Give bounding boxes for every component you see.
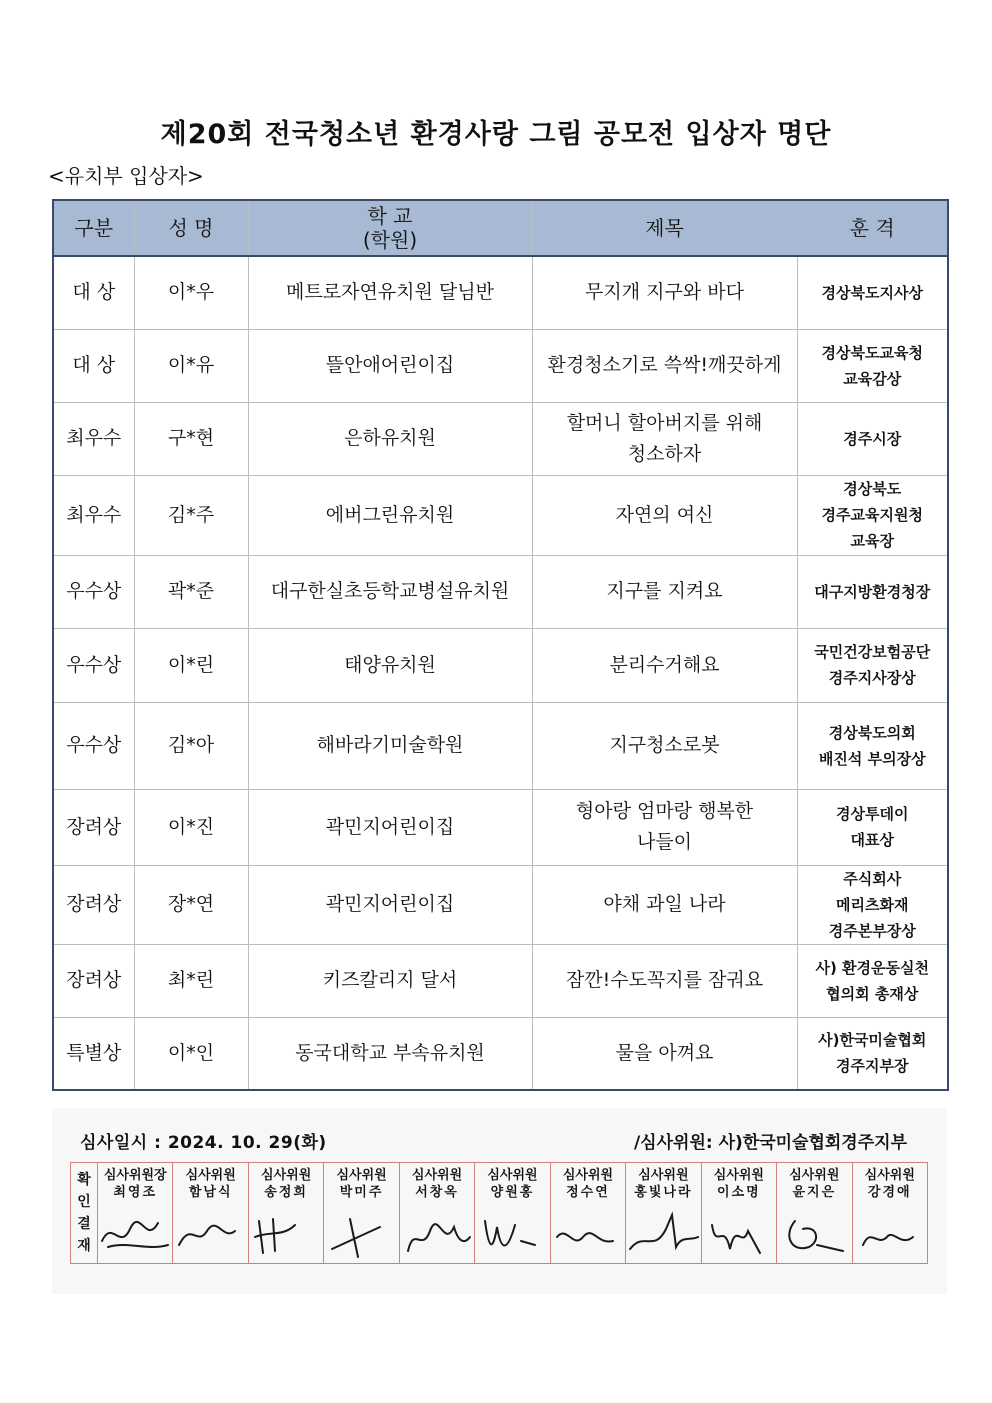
cell-category: 우수상 (53, 628, 134, 702)
page-title: 제20회 전국청소년 환경사랑 그림 공모전 입상자 명단 (160, 119, 832, 150)
cell-school: 에버그린유치원 (248, 475, 532, 555)
header-school-line2: (학원) (362, 228, 418, 252)
table-row (53, 789, 948, 865)
judge-name: 최영조 (113, 1185, 158, 1200)
cell-honor: 경상북도의회 배진석 부의장상 (797, 702, 948, 789)
judge-role: 심사위원 (261, 1168, 312, 1183)
cell-name: 최*린 (134, 944, 248, 1017)
cell-name: 이*진 (134, 789, 248, 865)
judge-name: 이소명 (717, 1185, 761, 1200)
cell-honor: 대구지방환경청장 (797, 555, 948, 628)
signature (400, 1201, 474, 1263)
cell-honor: 경주시장 (797, 402, 948, 475)
cell-name: 이*유 (134, 329, 248, 402)
signature (777, 1201, 851, 1263)
cell-category: 대 상 (53, 329, 134, 402)
signature (98, 1201, 172, 1263)
judge-name: 박미주 (339, 1185, 384, 1200)
header-category: 구분 (53, 200, 134, 256)
table-row (53, 402, 948, 475)
judge-role: 심사위원 (411, 1168, 463, 1183)
judge-name: 홍빛나라 (634, 1185, 693, 1200)
cell-name: 장*연 (134, 865, 248, 944)
cell-honor: 경상북도지사상 (797, 256, 948, 329)
cell-work-title: 할머니 할아버지를 위해 청소하자 (532, 402, 797, 475)
section-subtitle: <유치부 입상자> (48, 164, 204, 188)
judge-role: 심사위원 (185, 1168, 236, 1183)
judges-organization: /심사위원: 사)한국미술협회경주지부 (633, 1133, 907, 1153)
table-row (53, 256, 948, 329)
cell-school: 대구한실초등학교병설유치원 (248, 555, 532, 628)
cell-school: 곽민지어린이집 (248, 789, 532, 865)
header-work-title: 제목 (532, 200, 797, 256)
judge-column (550, 1163, 625, 1264)
cell-school: 동국대학교 부속유치원 (248, 1017, 532, 1090)
cell-category: 최우수 (53, 402, 134, 475)
judge-role: 심사위원 (336, 1168, 387, 1183)
cell-category: 장려상 (53, 865, 134, 944)
judge-name: 함남식 (188, 1185, 233, 1200)
cell-work-title: 분리수거해요 (532, 628, 797, 702)
cell-name: 김*주 (134, 475, 248, 555)
signature (324, 1201, 398, 1263)
cell-work-title: 무지개 지구와 바다 (532, 256, 797, 329)
cell-name: 곽*준 (134, 555, 248, 628)
judge-signature-table (70, 1162, 928, 1264)
judge-column (701, 1163, 776, 1264)
judge-name: 정수연 (566, 1185, 610, 1200)
judge-name: 서창옥 (415, 1185, 459, 1200)
table-row (53, 944, 948, 1017)
table-row (53, 555, 948, 628)
cell-name: 구*현 (134, 402, 248, 475)
cell-category: 우수상 (53, 702, 134, 789)
signature (626, 1201, 700, 1263)
cell-work-title: 지구를 지켜요 (532, 555, 797, 628)
header-school-line1: 학 교 (367, 204, 413, 228)
confirm-label: 확 인 결 재 (71, 1163, 98, 1264)
cell-category: 최우수 (53, 475, 134, 555)
table-row (53, 329, 948, 402)
award-table (52, 199, 949, 1091)
cell-school: 은하유치원 (248, 402, 532, 475)
judge-column (626, 1163, 701, 1264)
signature (551, 1201, 625, 1263)
cell-honor: 주식회사 메리츠화재 경주본부장상 (797, 865, 948, 944)
signature-scribble-icon (324, 1201, 400, 1263)
judge-column (475, 1163, 550, 1264)
cell-work-title: 물을 아껴요 (532, 1017, 797, 1090)
judge-role: 심사위원 (864, 1168, 915, 1183)
signature (249, 1201, 323, 1263)
judge-name: 강경애 (867, 1185, 912, 1200)
cell-category: 우수상 (53, 555, 134, 628)
table-row (53, 475, 948, 555)
header-school (248, 200, 532, 256)
judging-date: 심사일시 : 2024. 10. 29(화) (80, 1133, 327, 1153)
cell-honor: 경상북도교육청 교육감상 (797, 329, 948, 402)
signature-scribble-icon (777, 1201, 853, 1263)
cell-school: 키즈칼리지 달서 (248, 944, 532, 1017)
table-header-row (53, 200, 948, 256)
signature (702, 1201, 776, 1263)
judge-column (173, 1163, 248, 1264)
signature-scribble-icon (853, 1201, 929, 1263)
signature-scribble-icon (475, 1201, 551, 1263)
table-row (53, 865, 948, 944)
judge-name: 윤지은 (792, 1185, 837, 1200)
cell-work-title: 야채 과일 나라 (532, 865, 797, 944)
cell-honor: 경상북도 경주교육지원청 교육장 (797, 475, 948, 555)
judge-column (777, 1163, 852, 1264)
cell-honor: 국민건강보험공단 경주지사장상 (797, 628, 948, 702)
cell-work-title: 형아랑 엄마랑 행복한 나들이 (532, 789, 797, 865)
cell-honor: 경상투데이 대표상 (797, 789, 948, 865)
cell-school: 해바라기미술학원 (248, 702, 532, 789)
table-row (53, 1017, 948, 1090)
judge-column (399, 1163, 474, 1264)
table-row (53, 628, 948, 702)
cell-category: 특별상 (53, 1017, 134, 1090)
signature-scribble-icon (626, 1201, 702, 1263)
cell-category: 장려상 (53, 944, 134, 1017)
judge-column (324, 1163, 399, 1264)
judging-section (52, 1108, 947, 1294)
judge-role: 심사위원장 (103, 1168, 167, 1183)
judge-role: 심사위원 (789, 1168, 840, 1183)
signature-scribble-icon (551, 1201, 627, 1263)
table-row (53, 702, 948, 789)
header-name: 성 명 (134, 200, 248, 256)
cell-work-title: 환경청소기로 쓱싹!깨끗하게 (532, 329, 797, 402)
cell-work-title: 지구청소로봇 (532, 702, 797, 789)
signature-scribble-icon (702, 1201, 778, 1263)
judge-role: 심사위원 (713, 1168, 764, 1183)
cell-category: 장려상 (53, 789, 134, 865)
cell-school: 뜰안애어린이집 (248, 329, 532, 402)
cell-work-title: 잠깐!수도꼭지를 잠궈요 (532, 944, 797, 1017)
judge-role: 심사위원 (562, 1168, 614, 1183)
signature-scribble-icon (400, 1201, 476, 1263)
signature (475, 1201, 549, 1263)
cell-name: 이*인 (134, 1017, 248, 1090)
cell-school: 메트로자연유치원 달님반 (248, 256, 532, 329)
signature-scribble-icon (249, 1201, 325, 1263)
judge-role: 심사위원 (487, 1168, 538, 1183)
cell-school: 태양유치원 (248, 628, 532, 702)
header-honor: 훈 격 (797, 200, 948, 256)
cell-name: 이*우 (134, 256, 248, 329)
judge-name: 양원홍 (490, 1185, 535, 1200)
signature-scribble-icon (173, 1201, 249, 1263)
cell-honor: 사)한국미술협회 경주지부장 (797, 1017, 948, 1090)
signature-scribble-icon (98, 1201, 174, 1263)
judge-name: 송정희 (264, 1185, 308, 1200)
judge-column (98, 1163, 173, 1264)
judge-column (852, 1163, 927, 1264)
signature (853, 1201, 927, 1263)
cell-category: 대 상 (53, 256, 134, 329)
cell-work-title: 자연의 여신 (532, 475, 797, 555)
judge-column (248, 1163, 323, 1264)
cell-school: 곽민지어린이집 (248, 865, 532, 944)
cell-name: 이*린 (134, 628, 248, 702)
judge-role: 심사위원 (638, 1168, 689, 1183)
cell-honor: 사) 환경운동실천 협의회 총재상 (797, 944, 948, 1017)
signature (173, 1201, 247, 1263)
cell-name: 김*아 (134, 702, 248, 789)
